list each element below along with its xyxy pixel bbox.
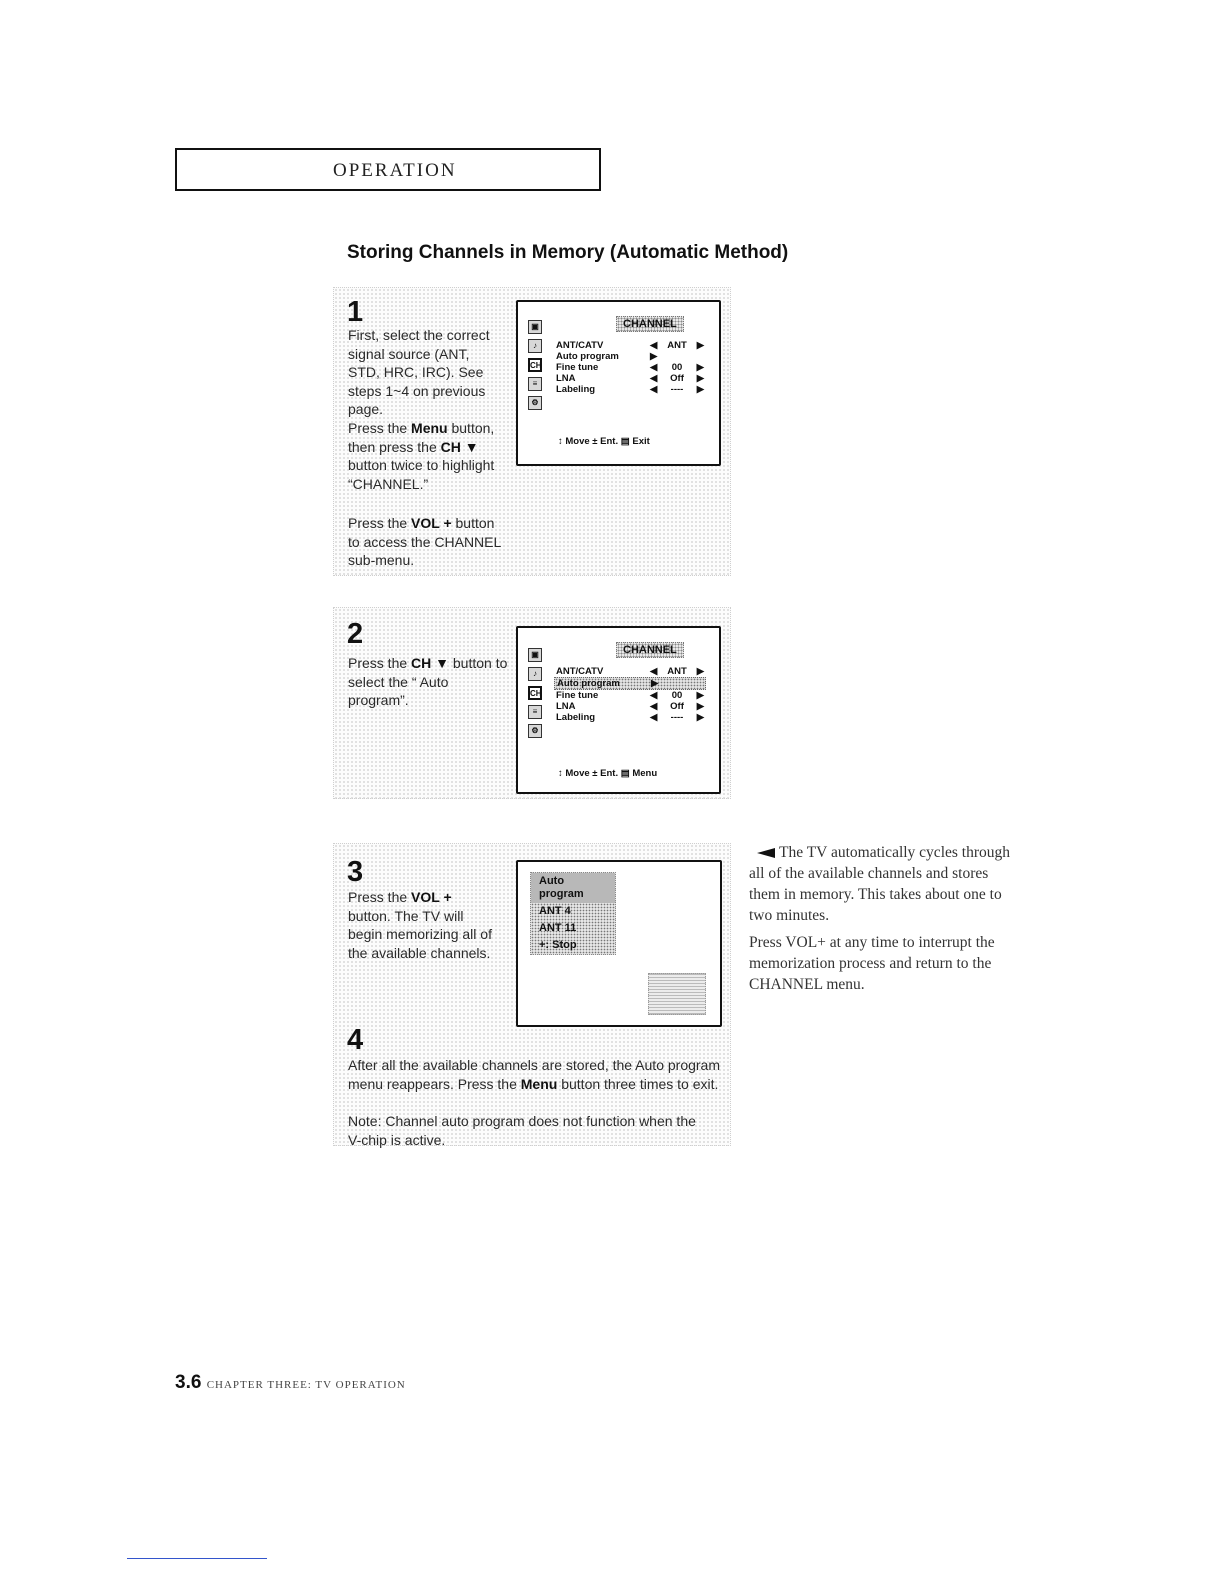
step-3-text-content: Press the VOL + button. The TV will begin memorizing all of the available channels.	[348, 889, 492, 961]
side-note-p2: Press VOL+ at any time to interrupt the memorization process and return to the CHANNEL menu.	[749, 934, 995, 993]
menu-title: CHANNEL	[616, 316, 684, 332]
step-1-text-a: First, select the correct signal source (ANT, STD, HRC, IRC). See steps 1~4 on previous page.	[348, 327, 490, 417]
menu-footer: ↕ Move ± Ent. ▤ Menu	[558, 768, 658, 779]
function-icon: ≡	[528, 705, 542, 719]
auto-program-item: +: Stop	[539, 939, 577, 951]
menu-rows	[556, 666, 706, 723]
page-footer	[175, 1372, 406, 1394]
section-title: OPERATION	[333, 160, 457, 181]
step-1-text-b-content: Press the Menu button, then press the CH ▼ button twice to highlight “CHANNEL.”	[348, 420, 495, 492]
menu-row: ANT/CATV ◀ ANT ▶	[556, 340, 704, 351]
step-4-text-a-content: After all the available channels are stored, the Auto program menu reappears. Press the Menu button three times to exit.	[348, 1057, 720, 1092]
menu-row: Labeling ◀ ---- ▶	[556, 384, 704, 395]
step-number: 2	[347, 618, 364, 650]
step-number: 4	[347, 1024, 364, 1056]
menu-row: Auto program ▶	[556, 351, 658, 362]
step-2-text	[348, 654, 508, 710]
bottom-divider	[127, 1558, 267, 1559]
setup-icon: ⚙	[528, 724, 542, 738]
menu-row: Fine tune ◀ 00 ▶	[556, 690, 704, 701]
menu-footer: ↕ Move ± Ent. ▤ Exit	[558, 436, 650, 447]
page-title: Storing Channels in Memory (Automatic Method)	[347, 242, 789, 263]
picture-icon: ▣	[528, 648, 542, 662]
step-1-text-c-content: Press the VOL + button to access the CHANNEL sub-menu.	[348, 515, 501, 568]
step-4-note: Note: Channel auto program does not function when the V-chip is active.	[348, 1113, 696, 1148]
menu-row-selected: Auto program ▶	[554, 677, 706, 690]
menu-row: LNA ◀ Off ▶	[556, 373, 704, 384]
menu-title: CHANNEL	[616, 642, 684, 658]
step-2-panel	[333, 607, 731, 799]
picture-icon: ▣	[528, 320, 542, 334]
menu-icon-column	[528, 320, 544, 410]
channel-icon: CH	[528, 686, 542, 700]
step-number: 3	[347, 856, 364, 888]
menu-row: Fine tune ◀ 00 ▶	[556, 362, 704, 373]
function-icon: ≡	[528, 377, 542, 391]
channel-icon: CH	[528, 358, 542, 372]
menu-row: Labeling ◀ ---- ▶	[556, 712, 704, 723]
step-3-text	[348, 888, 498, 962]
arrow-left-icon	[757, 848, 775, 858]
step-1-panel	[333, 287, 731, 576]
tv-screen-channel-menu	[516, 300, 721, 466]
auto-program-item: Auto program	[531, 873, 615, 903]
step-1-text-c	[348, 514, 508, 570]
sound-icon: ♪	[528, 339, 542, 353]
menu-icon-column	[528, 648, 544, 738]
setup-icon: ⚙	[528, 396, 542, 410]
menu-rows	[556, 340, 704, 395]
side-note-p1: The TV automatically cycles through all of the available channels and stores them in memory. This takes about one to two minutes.	[749, 844, 1011, 924]
step-3-4-panel	[333, 843, 731, 1146]
step-number: 1	[347, 296, 364, 328]
tv-screen-channel-menu	[516, 626, 721, 794]
auto-program-item: ANT 11	[539, 922, 577, 934]
auto-program-item: ANT 4	[539, 905, 571, 917]
section-header-box	[175, 148, 601, 191]
step-2-text-content: Press the CH ▼ button to select the “ Auto program”.	[348, 655, 508, 708]
channel-scan-graphic	[648, 973, 706, 1015]
side-note	[749, 842, 1017, 1001]
menu-row: ANT/CATV ◀ ANT ▶	[556, 666, 704, 677]
page-number: 3.6	[175, 1372, 202, 1393]
chapter-title: CHAPTER THREE: TV OPERATION	[206, 1379, 406, 1391]
menu-row: LNA ◀ Off ▶	[556, 701, 704, 712]
auto-program-list	[530, 872, 616, 955]
tv-screen-auto-program	[516, 860, 722, 1027]
step-4-text-a	[348, 1056, 723, 1093]
sound-icon: ♪	[528, 667, 542, 681]
step-1-text-b	[348, 419, 498, 493]
